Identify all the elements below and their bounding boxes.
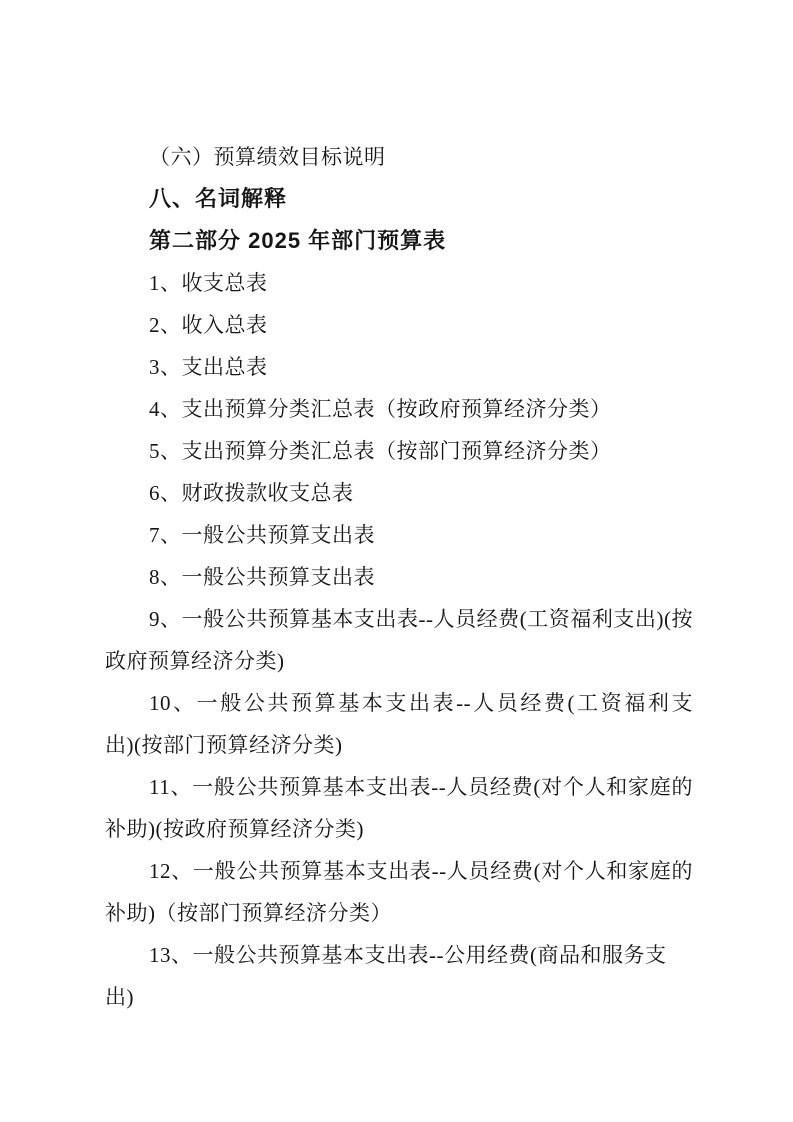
toc-item-9-line2: 政府预算经济分类) (105, 649, 285, 673)
toc-item-9-line1: 9、一般公共预算基本支出表--人员经费(工资福利支出)(按 (149, 607, 693, 631)
toc-subsection-6-budget-performance-notes: （六）预算绩效目标说明 (149, 145, 386, 169)
toc-item-4-expenditure-by-gov-classification: 4、支出预算分类汇总表（按政府预算经济分类） (149, 397, 612, 421)
toc-item-2-revenue-summary: 2、收入总表 (149, 313, 268, 337)
toc-item-11-line2: 补助)(按政府预算经济分类) (105, 817, 364, 841)
toc-item-10-line1: 10、一般公共预算基本支出表--人员经费(工资福利支 (149, 691, 693, 715)
toc-item-3-expenditure-summary: 3、支出总表 (149, 355, 268, 379)
heading-glossary: 八、名词解释 (149, 186, 288, 211)
toc-item-13-general-operating-expenses: 13、一般公共预算基本支出表--公用经费(商品和服务支出) (105, 943, 667, 1009)
toc-item-12-line2: 补助)（按部门预算经济分类） (105, 901, 392, 925)
toc-item-6-fiscal-appropriation-summary: 6、财政拨款收支总表 (149, 481, 354, 505)
heading-part2-budget-tables: 第二部分 2025 年部门预算表 (149, 228, 447, 253)
toc-item-10-line2: 出)(按部门预算经济分类) (105, 733, 343, 757)
toc-item-5-expenditure-by-dept-classification: 5、支出预算分类汇总表（按部门预算经济分类） (149, 439, 612, 463)
toc-item-12-line1: 12、一般公共预算基本支出表--人员经费(对个人和家庭的 (149, 859, 693, 883)
toc-item-11-line1: 11、一般公共预算基本支出表--人员经费(对个人和家庭的 (149, 775, 693, 799)
toc-item-1-revenue-expenditure-summary: 1、收支总表 (149, 271, 268, 295)
toc-item-7-general-public-budget-expenditure: 7、一般公共预算支出表 (149, 523, 375, 547)
toc-item-8-general-public-budget-expenditure: 8、一般公共预算支出表 (149, 565, 375, 589)
